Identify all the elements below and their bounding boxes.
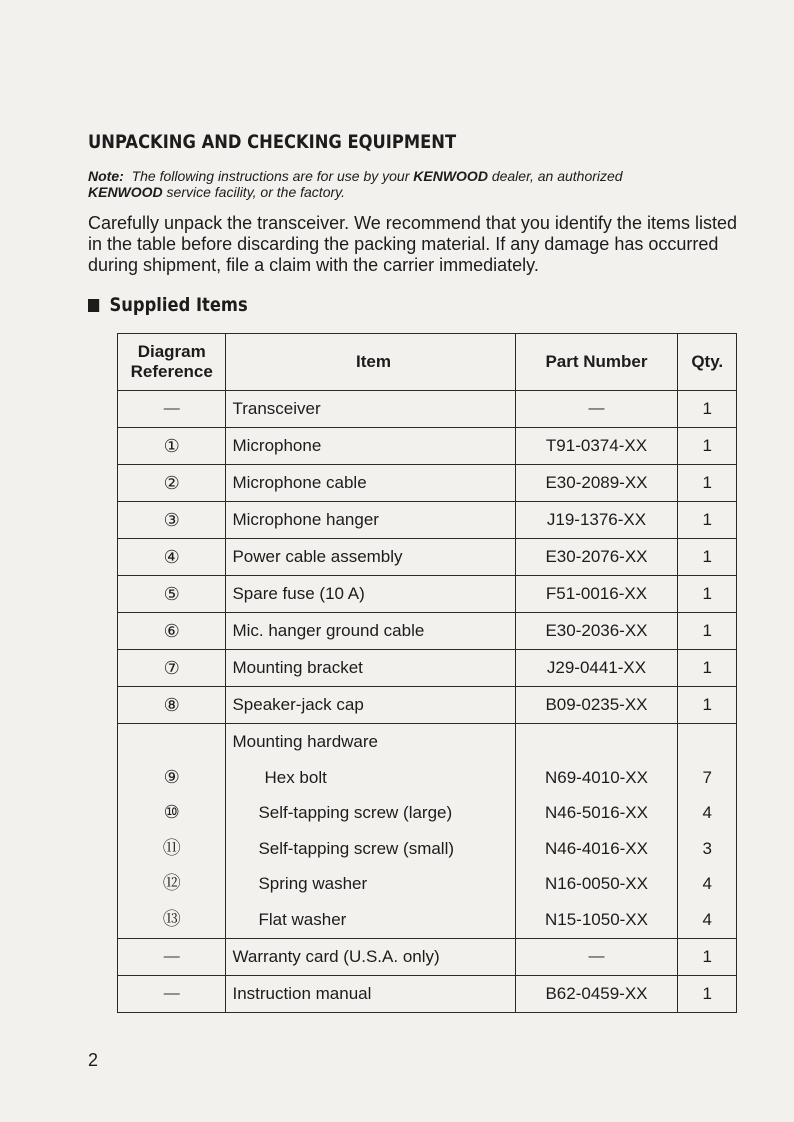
header-part-number: Part Number [515, 334, 678, 391]
supplied-items-table [117, 333, 737, 1013]
row-part: J29-0441-XX [515, 650, 678, 687]
row-qty: 1 [678, 576, 737, 613]
row-ref: ② [118, 465, 226, 502]
row-item: Power cable assembly [226, 539, 515, 576]
row-item: Microphone [226, 428, 515, 465]
table-row [118, 539, 737, 576]
table-header-row [118, 334, 737, 391]
row-item: Spare fuse (10 A) [226, 576, 515, 613]
table-row [118, 465, 737, 502]
row-part: T91-0374-XX [515, 428, 678, 465]
row-part: B62-0459-XX [515, 975, 678, 1012]
hardware-label: Mounting hardware [232, 732, 378, 751]
header-item: Item [226, 334, 515, 391]
row-part: E30-2089-XX [515, 465, 678, 502]
row-item: Mic. hanger ground cable [226, 613, 515, 650]
hardware-ref: ⑪ [162, 837, 181, 859]
hardware-ref: ⑨ [163, 766, 180, 788]
table-row [118, 428, 737, 465]
section-heading-text: Supplied Items [109, 294, 248, 316]
hardware-qty: 4 [702, 803, 712, 823]
note-paragraph [88, 168, 728, 200]
row-ref: ⑥ [118, 613, 226, 650]
row-part: J19-1376-XX [515, 502, 678, 539]
table-row [118, 502, 737, 539]
row-qty: 1 [678, 539, 737, 576]
hardware-qty-column [678, 724, 737, 939]
section-heading [88, 294, 248, 316]
note-brand-2: KENWOOD [88, 184, 163, 200]
row-part: — [515, 391, 678, 428]
table-row [118, 613, 737, 650]
hardware-qty: 4 [702, 909, 712, 929]
row-item: Microphone hanger [226, 502, 515, 539]
row-part: E30-2076-XX [515, 539, 678, 576]
hardware-ref-column [118, 724, 226, 939]
page-title: UNPACKING AND CHECKING EQUIPMENT [88, 131, 457, 153]
hardware-item: Hex bolt [264, 767, 327, 787]
hardware-ref: ⑬ [162, 908, 181, 930]
hardware-item-column [226, 724, 515, 939]
row-item: Speaker-jack cap [226, 687, 515, 724]
hardware-ref: ⑫ [162, 873, 181, 895]
row-ref: ⑤ [118, 576, 226, 613]
header-qty: Qty. [678, 334, 737, 391]
hardware-qty: 4 [702, 874, 712, 894]
table-row [118, 391, 737, 428]
row-qty: 1 [678, 938, 737, 975]
note-text-3: service facility, or the factory. [162, 184, 345, 200]
table-row [118, 687, 737, 724]
intro-paragraph: Carefully unpack the transceiver. We recommend that you identify the items listed in the table before discarding the packing material. If any damage has occurred during shipment, file a claim with the carrier immediately. [88, 213, 737, 275]
row-item: Instruction manual [226, 975, 515, 1012]
row-ref: ④ [118, 539, 226, 576]
row-qty: 1 [678, 613, 737, 650]
hardware-part: N69-4010-XX [544, 767, 648, 787]
hardware-ref: ⑩ [163, 802, 180, 824]
row-part: — [515, 938, 678, 975]
page-number: 2 [88, 1050, 99, 1070]
header-diagram-reference: Diagram Reference [118, 334, 226, 391]
row-part: E30-2036-XX [515, 613, 678, 650]
note-brand-1: KENWOOD [413, 168, 488, 184]
row-part: B09-0235-XX [515, 687, 678, 724]
row-part: F51-0016-XX [515, 576, 678, 613]
hardware-qty: 7 [702, 767, 712, 787]
hardware-part-column [515, 724, 678, 939]
table-row [118, 650, 737, 687]
row-item: Microphone cable [226, 465, 515, 502]
row-ref: ① [118, 428, 226, 465]
hardware-part: N46-5016-XX [544, 803, 648, 823]
hardware-item: Spring washer [258, 874, 368, 894]
row-item: Mounting bracket [226, 650, 515, 687]
row-qty: 1 [678, 428, 737, 465]
bullet-square-icon [88, 299, 99, 312]
row-ref: — [118, 391, 226, 428]
row-qty: 1 [678, 975, 737, 1012]
note-label: Note: [88, 168, 124, 184]
row-qty: 1 [678, 687, 737, 724]
hardware-qty: 3 [702, 838, 712, 858]
hardware-item: Self-tapping screw (small) [258, 838, 455, 858]
table-row [118, 975, 737, 1012]
hardware-part: N15-1050-XX [544, 909, 648, 929]
row-ref: ⑦ [118, 650, 226, 687]
table-row [118, 576, 737, 613]
row-ref: — [118, 975, 226, 1012]
row-item: Transceiver [226, 391, 515, 428]
row-qty: 1 [678, 650, 737, 687]
hardware-part: N46-4016-XX [544, 838, 648, 858]
row-qty: 1 [678, 465, 737, 502]
hardware-part: N16-0050-XX [544, 874, 648, 894]
hardware-item: Self-tapping screw (large) [258, 803, 453, 823]
row-qty: 1 [678, 502, 737, 539]
row-ref: — [118, 938, 226, 975]
table-row [118, 938, 737, 975]
hardware-group-row [118, 724, 737, 939]
note-text-1: The following instructions are for use by your [131, 168, 414, 184]
row-ref: ⑧ [118, 687, 226, 724]
row-qty: 1 [678, 391, 737, 428]
hardware-item: Flat washer [258, 909, 347, 929]
row-item: Warranty card (U.S.A. only) [226, 938, 515, 975]
note-text-2: dealer, an authorized [487, 168, 623, 184]
row-ref: ③ [118, 502, 226, 539]
